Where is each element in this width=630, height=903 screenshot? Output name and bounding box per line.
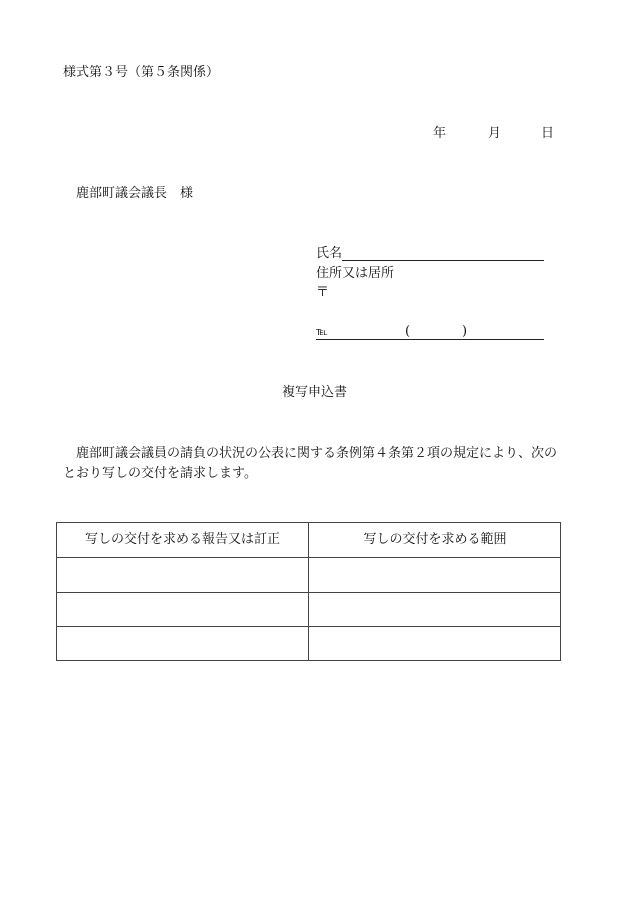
- table-cell-report-3[interactable]: [57, 627, 308, 661]
- body-line-1: 鹿部町議会議員の請負の状況の公表に関する条例第４条第２項の規定により、次の: [76, 446, 558, 461]
- document-title: 複写申込書: [282, 385, 348, 400]
- table-cell-range-1[interactable]: [309, 558, 561, 592]
- addressee: 鹿部町議会議長 様: [76, 186, 194, 201]
- address-label: 住所又は居所: [316, 266, 395, 281]
- date-year-label: 年: [433, 126, 447, 141]
- table-header-range: 写しの交付を求める範囲: [363, 532, 507, 547]
- table-cell-range-2[interactable]: [309, 593, 561, 627]
- tel-label: ℡: [316, 325, 328, 338]
- tel-underline: [316, 339, 544, 340]
- tel-paren-open: (: [405, 324, 411, 339]
- request-table: [56, 522, 561, 661]
- postal-mark: 〒: [316, 285, 330, 300]
- date-day-label: 日: [541, 126, 555, 141]
- tel-paren-close: ): [462, 324, 468, 339]
- name-label: 氏名: [316, 246, 343, 261]
- table-header-report: 写しの交付を求める報告又は訂正: [84, 532, 280, 547]
- date-month-label: 月: [488, 126, 502, 141]
- table-cell-report-1[interactable]: [57, 558, 308, 592]
- form-number: 様式第３号（第５条関係）: [63, 65, 220, 80]
- table-cell-report-2[interactable]: [57, 593, 308, 627]
- body-line-2: とおり写しの交付を請求します。: [63, 466, 257, 481]
- table-cell-range-3[interactable]: [309, 627, 561, 661]
- name-underline: [342, 260, 544, 261]
